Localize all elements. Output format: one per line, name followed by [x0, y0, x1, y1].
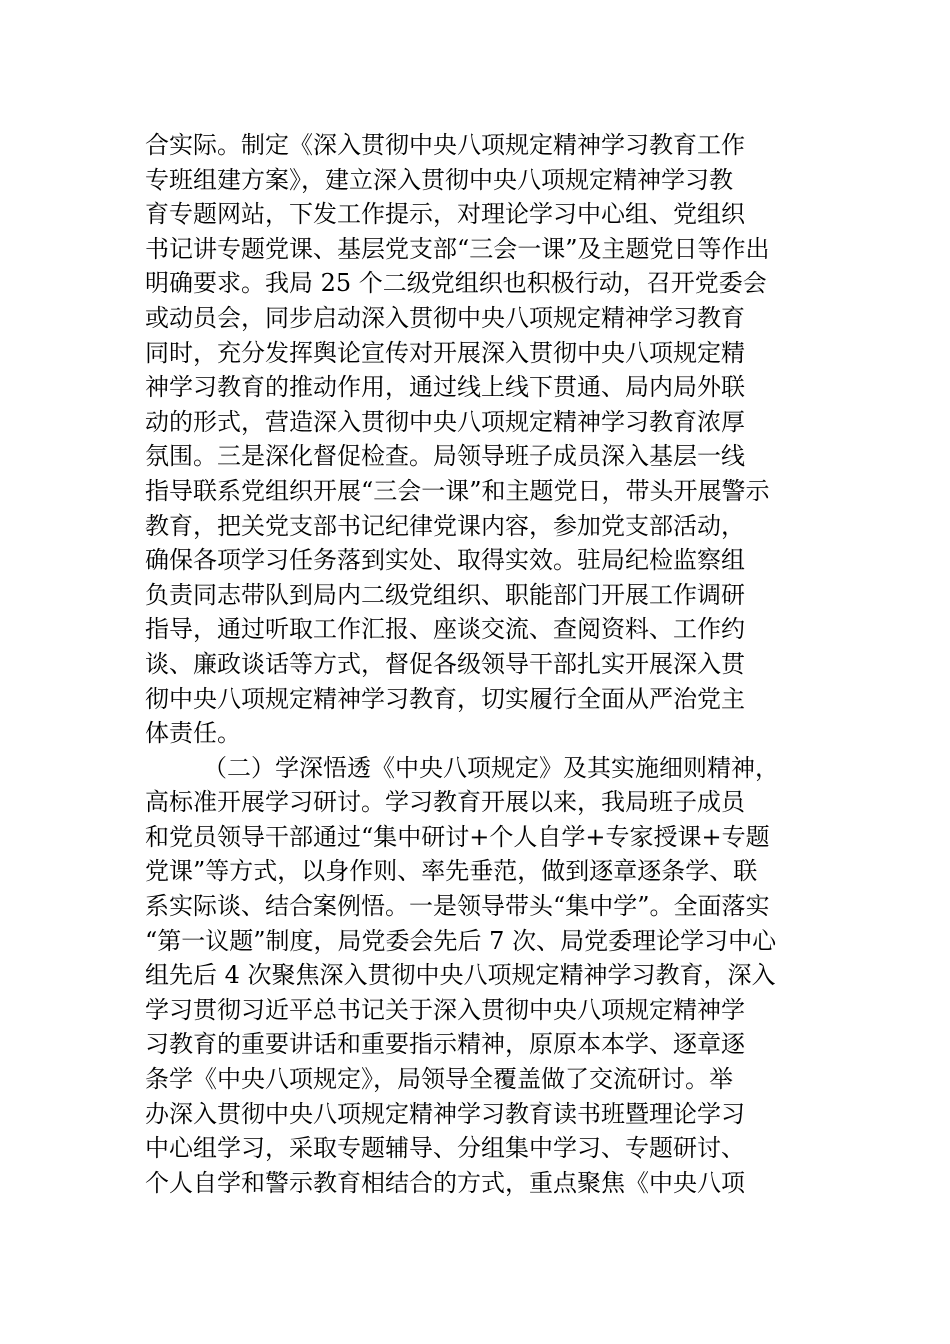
text-line: 体责任。	[145, 719, 241, 748]
text-line: 指导联系党组织开展“三会一课”和主题党日，带头开展警示	[145, 476, 770, 505]
text-line: 条学《中央八项规定》，局领导全覆盖做了交流研讨。举	[145, 1065, 733, 1094]
text-line: 负责同志带队到局内二级党组织、职能部门开展工作调研	[145, 580, 745, 609]
text-line: 组先后 4 次聚焦深入贯彻中央八项规定精神学习教育，深入	[145, 961, 776, 990]
text-line: 同时，充分发挥舆论宣传对开展深入贯彻中央八项规定精	[145, 338, 745, 367]
text-line: 书记讲专题党课、基层党支部“三会一课”及主题党日等作出	[145, 234, 770, 263]
text-line: 谈、廉政谈话等方式，督促各级领导干部扎实开展深入贯	[145, 649, 745, 678]
text-line: 习教育的重要讲话和重要指示精神，原原本本学、逐章逐	[145, 1030, 745, 1059]
text-line: 明确要求。我局 25 个二级党组织也积极行动，召开党委会	[145, 269, 767, 298]
text-line: 学习贯彻习近平总书记关于深入贯彻中央八项规定精神学	[145, 995, 745, 1024]
section-heading-line: （二）学深悟透《中央八项规定》及其实施细则精神，	[203, 753, 779, 782]
text-line: 办深入贯彻中央八项规定精神学习教育读书班暨理论学习	[145, 1099, 745, 1128]
text-line: 确保各项学习任务落到实处、取得实效。驻局纪检监察组	[145, 546, 745, 575]
text-line: 系实际谈、结合案例悟。一是领导带头“集中学”。全面落实	[145, 892, 770, 921]
text-line: 高标准开展学习研讨。学习教育开展以来，我局班子成员	[145, 788, 745, 817]
text-line: 中心组学习，采取专题辅导、分组集中学习、专题研讨、	[145, 1134, 745, 1163]
text-line: 神学习教育的推动作用，通过线上线下贯通、局内局外联	[145, 373, 745, 402]
text-line: “第一议题”制度，局党委会先后 7 次、局党委理论学习中心	[145, 926, 777, 955]
text-line: 教育，把关党支部书记纪律党课内容，参加党支部活动，	[145, 511, 745, 540]
text-line: 彻中央八项规定精神学习教育，切实履行全面从严治党主	[145, 684, 745, 713]
text-line: 党课”等方式，以身作则、率先垂范，做到逐章逐条学、联	[145, 857, 758, 886]
text-line: 和党员领导干部通过“集中研讨+个人自学+专家授课+专题	[145, 822, 770, 851]
text-line: 指导，通过听取工作汇报、座谈交流、查阅资料、工作约	[145, 615, 745, 644]
text-line: 合实际。制定《深入贯彻中央八项规定精神学习教育工作	[145, 131, 745, 159]
text-line: 动的形式，营造深入贯彻中央八项规定精神学习教育浓厚	[145, 407, 745, 436]
text-line: 个人自学和警示教育相结合的方式，重点聚焦《中央八项	[145, 1168, 745, 1197]
text-line: 育专题网站，下发工作提示，对理论学习中心组、党组织	[145, 200, 745, 229]
text-line: 专班组建方案》，建立深入贯彻中央八项规定精神学习教	[145, 165, 733, 194]
text-line: 或动员会，同步启动深入贯彻中央八项规定精神学习教育	[145, 303, 745, 332]
body-text	[145, 128, 825, 1200]
text-line: 氛围。三是深化督促检查。局领导班子成员深入基层一线	[145, 442, 745, 471]
